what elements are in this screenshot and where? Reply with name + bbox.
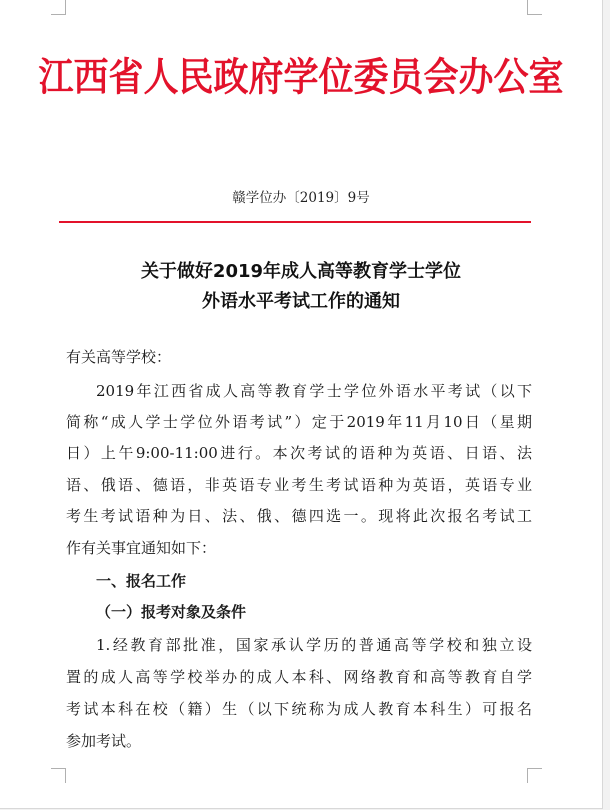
document-title-line-1: 关于做好2019年成人高等教育学士学位	[140, 261, 462, 282]
red-divider-line	[59, 221, 531, 223]
paragraph-1-line: 简称“成人学士学位外语考试”）定于2019年11月10日（星期	[66, 413, 532, 431]
document-title-line-2: 外语水平考试工作的通知	[202, 291, 400, 312]
paragraph-1-line: 考生考试语种为日、法、俄、德四选一。现将此次报名考试工	[66, 507, 532, 525]
crop-mark-bottom-right	[527, 768, 542, 783]
paragraph-1-line: 日）上午9:00-11:00进行。本次考试的语种为英语、日语、法	[66, 444, 532, 462]
crop-mark-bottom-left	[51, 768, 66, 783]
document-number: 赣学位办〔2019〕9号	[232, 190, 370, 206]
salutation: 有关高等学校：	[66, 348, 172, 366]
paragraph-1-line: 2019年江西省成人高等教育学士学位外语水平考试（以下	[96, 382, 532, 400]
paragraph-2-line: 置的成人高等学校举办的成人本科、网络教育和高等教育自学	[66, 668, 532, 686]
paragraph-1-line: 语、俄语、德语，非英语专业考生考试语种为英语，英语专业	[66, 476, 532, 494]
paragraph-2-line: 参加考试。	[66, 732, 142, 750]
crop-mark-top-left	[51, 0, 66, 15]
paragraph-2-line: 1.经教育部批准，国家承认学历的普通高等学校和独立设	[96, 636, 532, 654]
subsection-heading: （一）报考对象及条件	[96, 603, 247, 621]
crop-mark-top-right	[527, 0, 542, 15]
section-heading: 一、报名工作	[96, 572, 187, 590]
paragraph-2-line: 考试本科在校（籍）生（以下统称为成人教育本科生）可报名	[66, 700, 532, 718]
issuing-office-header: 江西省人民政府学位委员会办公室	[38, 55, 564, 101]
paragraph-1-line: 作有关事宜通知如下：	[66, 539, 217, 557]
